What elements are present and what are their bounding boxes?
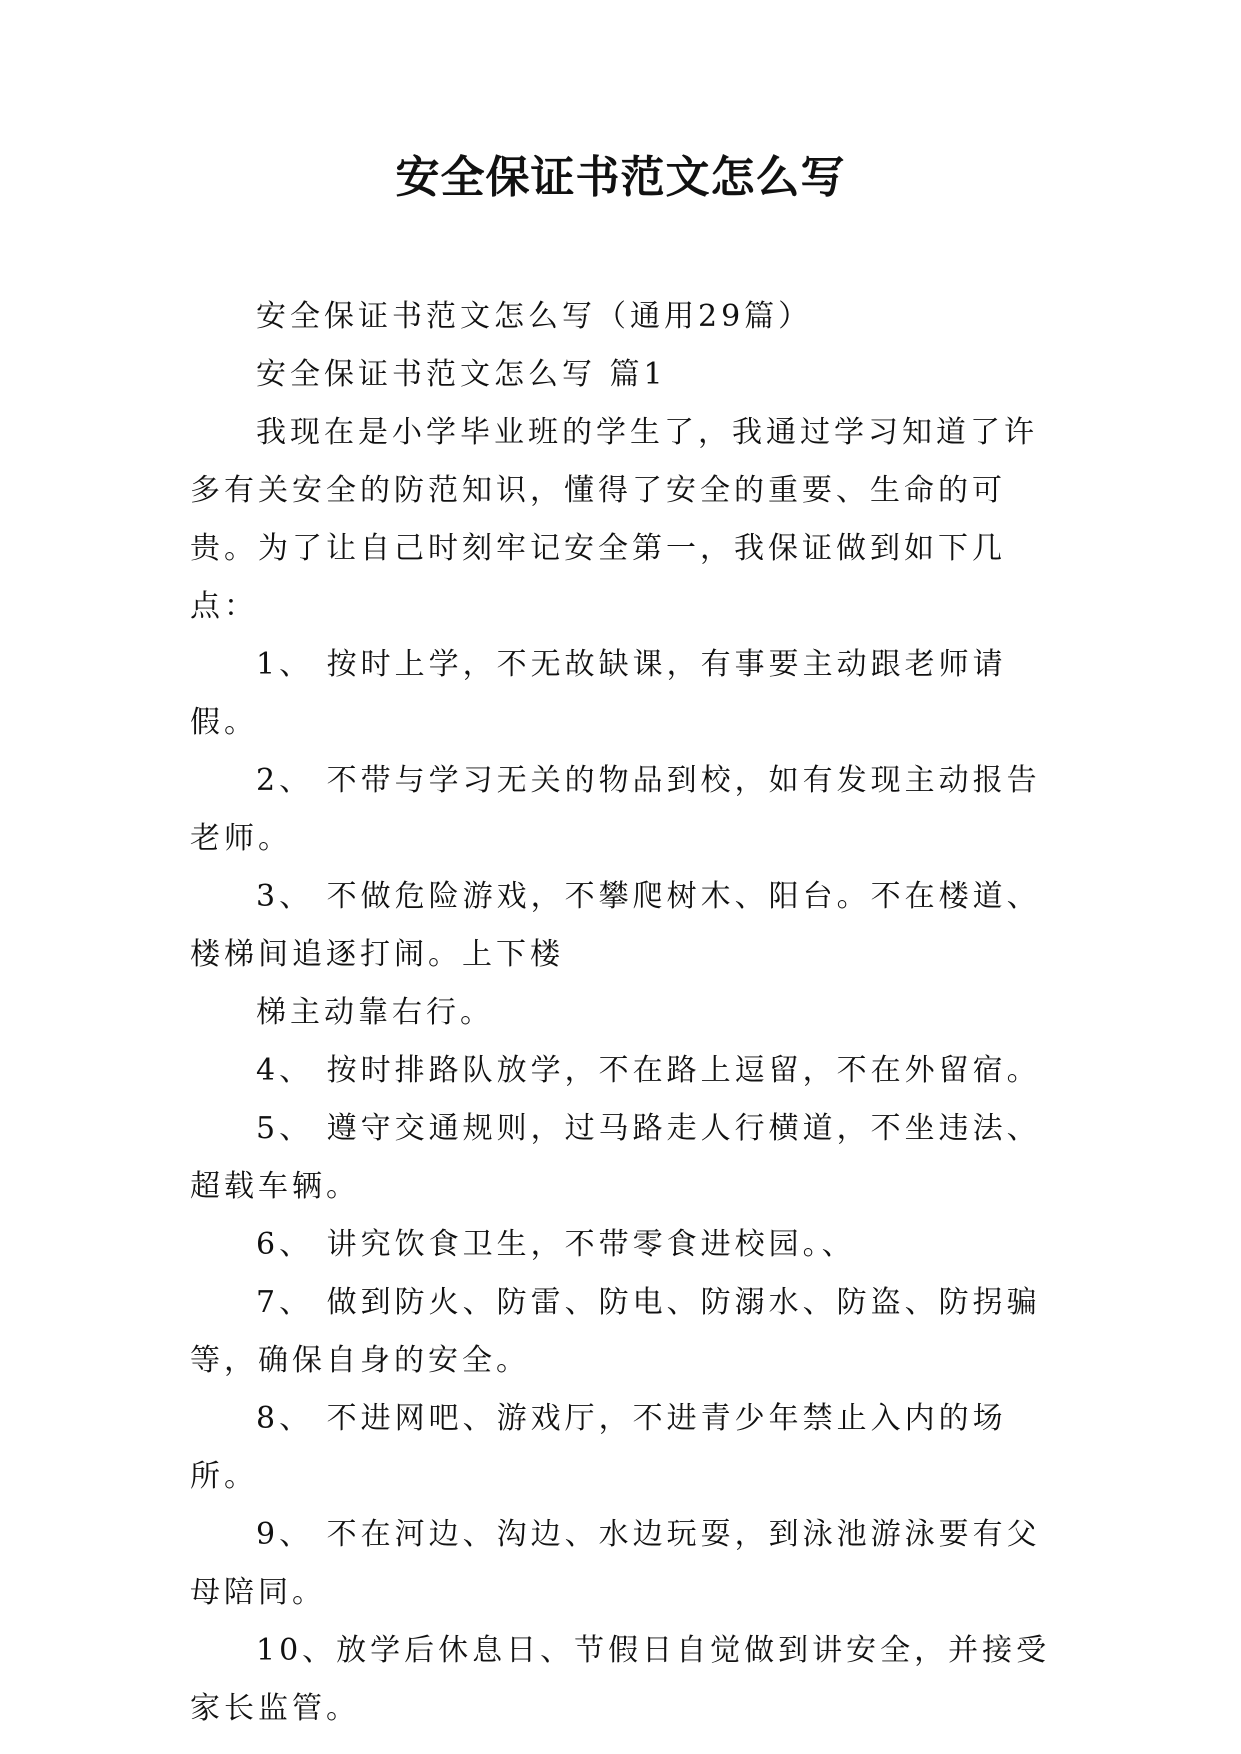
list-item: 1、 按时上学，不无故缺课，有事要主动跟老师请假。 <box>190 647 1007 740</box>
document-title: 安全保证书范文怎么写 <box>395 152 846 203</box>
section-heading: 安全保证书范文怎么写 篇1 <box>256 357 667 392</box>
list-item: 9、 不在河边、沟边、水边玩耍，到泳池游泳要有父母陪同。 <box>190 1517 1041 1610</box>
list-item: 2、 不带与学习无关的物品到校，如有发现主动报告老师。 <box>190 763 1041 856</box>
list-item: 5、 遵守交通规则，过马路走人行横道，不坐违法、超载车辆。 <box>190 1111 1041 1204</box>
document-body <box>190 288 1058 1738</box>
list-item: 8、 不进网吧、游戏厅，不进青少年禁止入内的场所。 <box>190 1401 1007 1494</box>
list-item: 4、 按时排路队放学，不在路上逗留，不在外留宿。 <box>256 1053 1041 1088</box>
list-item: 7、 做到防火、防雷、防电、防溺水、防盗、防拐骗等，确保自身的安全。 <box>190 1285 1041 1378</box>
list-item: 3、 不做危险游戏，不攀爬树木、阳台。不在楼道、楼梯间追逐打闹。上下楼 <box>190 879 1041 972</box>
list-item: 10、放学后休息日、节假日自觉做到讲安全，并接受家长监管。 <box>190 1633 1051 1726</box>
intro-paragraph: 我现在是小学毕业班的学生了，我通过学习知道了许多有关安全的防范知识，懂得了安全的重要、生命的可贵。为了让自己时刻牢记安全第一，我保证做到如下几点： <box>190 415 1038 624</box>
list-item-continuation: 梯主动靠右行。 <box>256 995 494 1030</box>
subtitle-line: 安全保证书范文怎么写（通用29篇） <box>256 299 813 334</box>
list-item: 6、 讲究饮食卫生，不带零食进校园。、 <box>256 1227 856 1262</box>
